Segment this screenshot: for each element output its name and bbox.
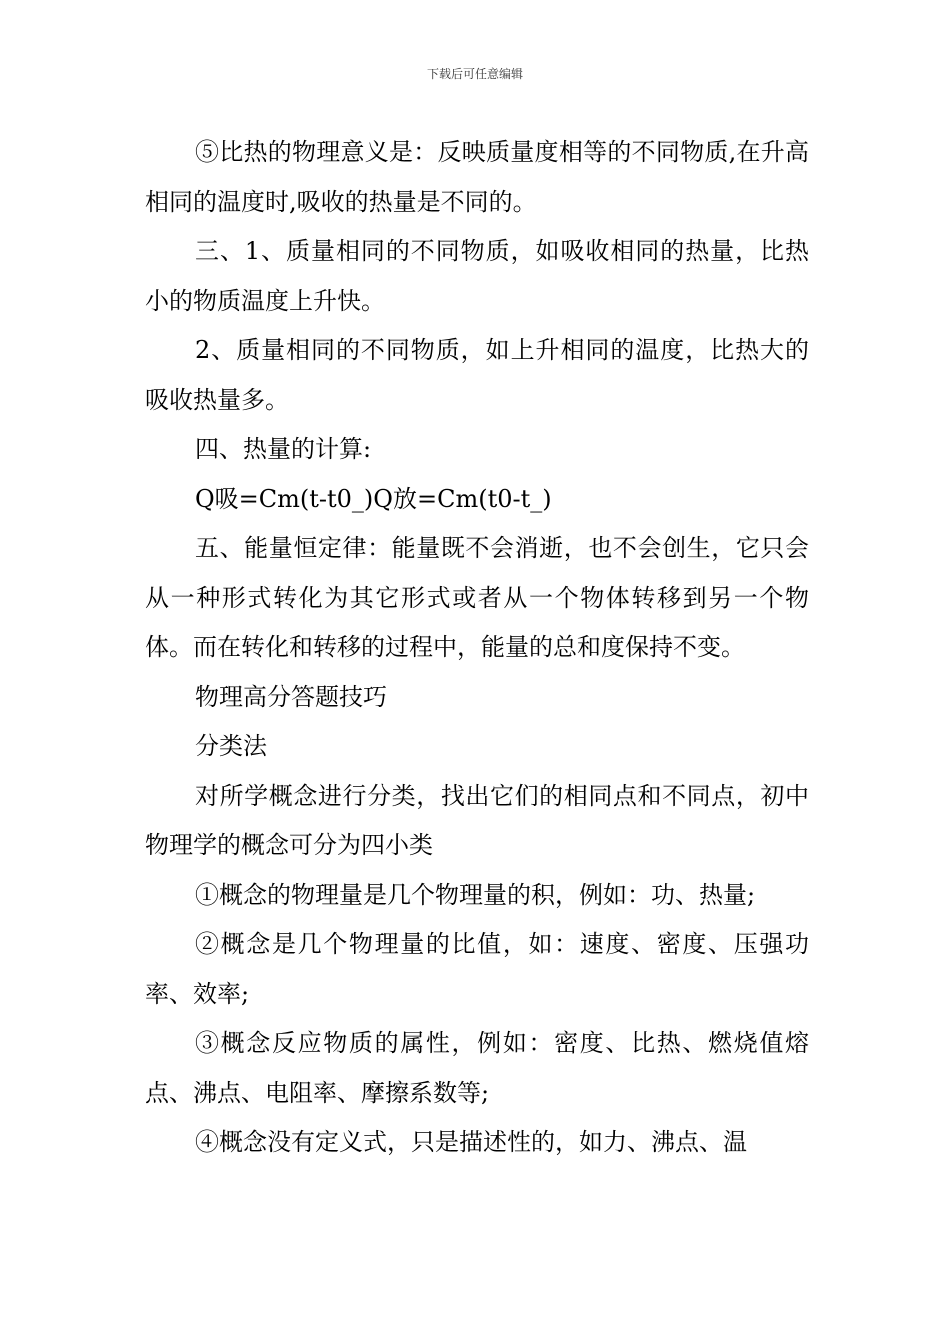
paragraph-classification-method-heading: 分类法 — [195, 732, 267, 760]
paragraph-section-four-heading: 四、热量的计算: — [195, 435, 372, 463]
paragraph-specific-heat-meaning: ⑤比热的物理意义是：反映质量度相等的不同物质,在升高相同的温度时,吸收的热量是不同的。 — [145, 138, 809, 216]
paragraph-tips-heading: 物理高分答题技巧 — [195, 682, 387, 711]
paragraph-section-three-item-1: 三、1、质量相同的不同物质，如吸收相同的热量，比热小的物质温度上升快。 — [145, 237, 809, 315]
page-header: 下载后可任意编辑 — [426, 67, 523, 81]
paragraph-section-five-energy-conservation: 五、能量恒定律：能量既不会消逝，也不会创生，它只会从一种形式转化为其它形式或者从一个物体转移到另一个物体。而在转化和转移的过程中，能量的总和度保持不变。 — [145, 534, 809, 661]
paragraph-classification-intro: 对所学概念进行分类，找出它们的相同点和不同点，初中物理学的概念可分为四小类 — [145, 781, 809, 859]
paragraph-heat-formula: Q吸=Cm(t-t0_)Q放=Cm(t0-t_) — [195, 484, 552, 513]
document-body — [145, 128, 809, 1168]
paragraph-concept-type-3: ③概念反应物质的属性，例如：密度、比热、燃烧值熔点、沸点、电阻率、摩擦系数等; — [145, 1029, 809, 1107]
paragraph-concept-type-2: ②概念是几个物理量的比值，如：速度、密度、压强功率、效率; — [145, 930, 809, 1008]
paragraph-concept-type-4: ④概念没有定义式，只是描述性的，如力、沸点、温 — [195, 1128, 747, 1156]
paragraph-concept-type-1: ①概念的物理量是几个物理量的积，例如：功、热量; — [195, 880, 756, 909]
paragraph-section-three-item-2: 2、质量相同的不同物质，如上升相同的温度，比热大的吸收热量多。 — [145, 336, 809, 414]
